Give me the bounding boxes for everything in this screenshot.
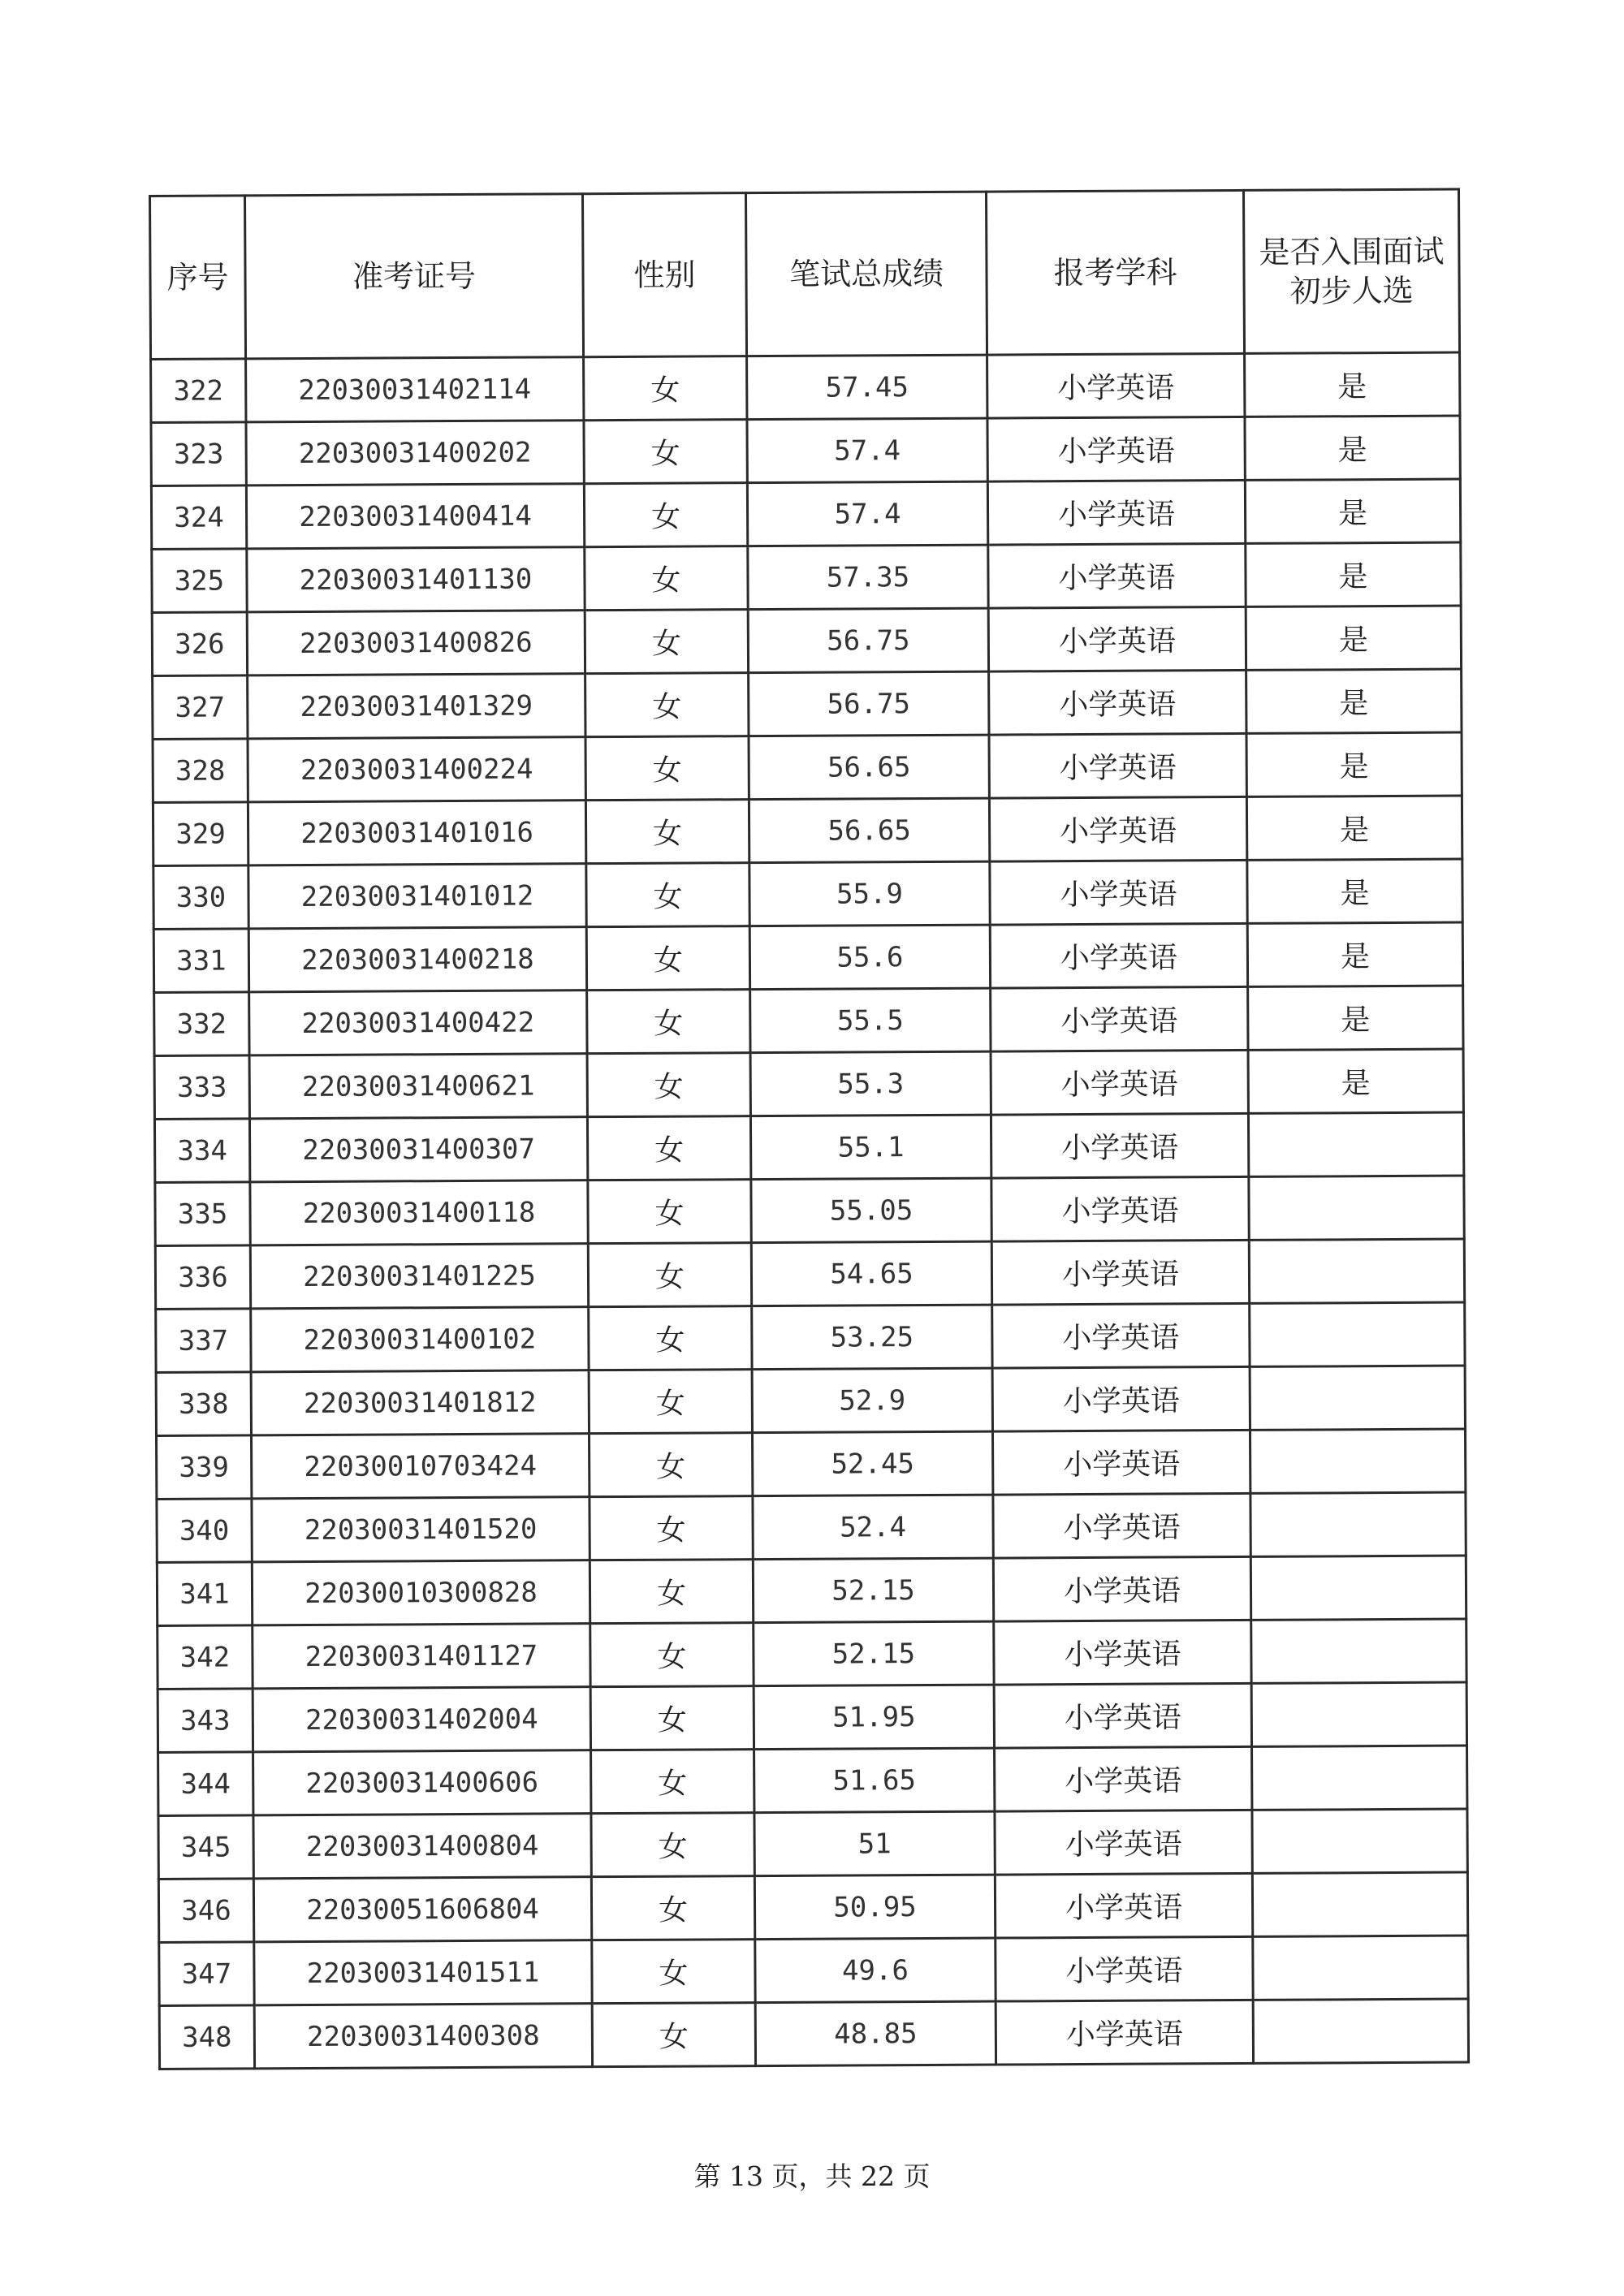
table-row	[159, 1999, 1468, 2069]
header-gender: 性别	[583, 193, 747, 357]
cell-written-score: 57.4	[747, 418, 987, 483]
table-row	[155, 1239, 1464, 1309]
cell-written-score: 48.85	[755, 2001, 996, 2066]
cell-serial: 345	[158, 1815, 253, 1880]
table-row	[158, 1682, 1466, 1752]
cell-written-score: 50.95	[754, 1875, 995, 1940]
cell-subject: 小学英语	[995, 1873, 1252, 1938]
cell-interview-shortlist	[1252, 1872, 1467, 1936]
cell-serial: 329	[153, 802, 248, 866]
table-row	[153, 859, 1462, 929]
cell-subject: 小学英语	[994, 1620, 1251, 1685]
cell-interview-shortlist	[1252, 1809, 1467, 1873]
cell-serial: 338	[156, 1372, 251, 1436]
cell-admission-number: 22030031400102	[251, 1307, 589, 1372]
cell-gender: 女	[590, 1560, 753, 1624]
cell-admission-number: 22030031401012	[248, 864, 586, 929]
table-row	[153, 796, 1462, 865]
cell-admission-number: 22030031401127	[253, 1624, 590, 1689]
cell-subject: 小学英语	[987, 480, 1245, 545]
cell-interview-shortlist: 是	[1246, 669, 1462, 733]
cell-interview-shortlist	[1250, 1429, 1465, 1493]
cell-serial: 326	[152, 612, 247, 676]
cell-interview-shortlist: 是	[1245, 416, 1460, 480]
cell-gender: 女	[587, 990, 750, 1054]
cell-serial: 330	[153, 865, 248, 930]
cell-written-score: 53.25	[752, 1305, 992, 1370]
cell-interview-shortlist: 是	[1247, 859, 1462, 923]
cell-written-score: 55.1	[750, 1115, 991, 1180]
cell-subject: 小学英语	[991, 1113, 1248, 1178]
cell-subject: 小学英语	[988, 543, 1246, 608]
cell-written-score: 51.65	[754, 1748, 995, 1813]
cell-serial: 346	[158, 1879, 253, 1943]
cell-gender: 女	[589, 1433, 752, 1497]
cell-gender: 女	[585, 610, 748, 674]
cell-interview-shortlist: 是	[1246, 542, 1461, 606]
cell-subject: 小学英语	[988, 606, 1246, 671]
table-row	[151, 479, 1460, 549]
cell-serial: 335	[155, 1182, 250, 1246]
header-written-score: 笔试总成绩	[745, 192, 987, 356]
cell-subject: 小学英语	[995, 1746, 1252, 1811]
cell-subject: 小学英语	[992, 1366, 1250, 1431]
cell-admission-number: 22030031400218	[248, 927, 586, 992]
cell-serial: 339	[157, 1435, 252, 1500]
cell-serial: 328	[153, 739, 248, 803]
cell-serial: 341	[157, 1562, 252, 1626]
table-row	[157, 1492, 1466, 1562]
cell-admission-number: 22030051606804	[253, 1877, 591, 1942]
cell-interview-shortlist	[1249, 1176, 1464, 1240]
table-row	[157, 1429, 1466, 1499]
cell-interview-shortlist: 是	[1246, 606, 1461, 670]
cell-admission-number: 22030031400224	[248, 737, 585, 802]
cell-interview-shortlist: 是	[1245, 352, 1460, 416]
cell-admission-number: 22030031401016	[248, 801, 585, 865]
cell-admission-number: 22030031400202	[246, 421, 584, 486]
cell-written-score: 52.45	[752, 1431, 992, 1496]
cell-admission-number: 22030031400414	[246, 484, 584, 549]
cell-written-score: 55.6	[749, 925, 990, 990]
cell-written-score: 49.6	[755, 1938, 996, 2003]
cell-admission-number: 22030031401225	[250, 1244, 588, 1309]
cell-gender: 女	[585, 736, 749, 801]
cell-gender: 女	[588, 1180, 751, 1244]
table-row	[156, 1302, 1465, 1372]
cell-interview-shortlist	[1251, 1682, 1466, 1746]
cell-admission-number: 22030031400118	[250, 1180, 588, 1245]
cell-serial: 327	[153, 675, 248, 740]
cell-subject: 小学英语	[994, 1683, 1251, 1748]
cell-gender: 女	[592, 1940, 755, 2004]
cell-gender: 女	[587, 1053, 750, 1117]
cell-admission-number: 22030010300828	[252, 1560, 590, 1625]
cell-gender: 女	[584, 356, 747, 421]
cell-admission-number: 22030010703424	[252, 1434, 590, 1499]
table-row	[154, 1112, 1463, 1182]
cell-serial: 325	[152, 549, 247, 613]
cell-subject: 小学英语	[989, 733, 1246, 798]
cell-gender: 女	[590, 1686, 754, 1750]
cell-interview-shortlist: 是	[1246, 732, 1462, 796]
cell-gender: 女	[588, 1243, 751, 1307]
cell-interview-shortlist	[1253, 1936, 1468, 2000]
cell-serial: 347	[159, 1942, 254, 2006]
cell-written-score: 56.75	[749, 671, 989, 736]
cell-serial: 331	[153, 929, 248, 993]
cell-written-score: 51.95	[754, 1685, 994, 1750]
cell-subject: 小学英语	[996, 1936, 1253, 2001]
table-row	[158, 1619, 1466, 1689]
cell-written-score: 57.35	[748, 545, 988, 610]
header-admission-number: 准考证号	[245, 194, 584, 359]
header-subject: 报考学科	[986, 190, 1244, 355]
table-row	[151, 416, 1460, 486]
header-interview-shortlist: 是否入围面试初步人选	[1243, 189, 1459, 353]
cell-serial: 343	[158, 1689, 253, 1753]
cell-admission-number: 22030031400621	[249, 1054, 587, 1119]
cell-subject: 小学英语	[995, 1810, 1252, 1875]
cell-written-score: 51	[754, 1811, 995, 1876]
cell-admission-number: 22030031401511	[254, 1940, 592, 2005]
table-row	[154, 986, 1463, 1055]
cell-interview-shortlist	[1248, 1112, 1463, 1176]
cell-subject: 小学英语	[991, 986, 1248, 1051]
cell-admission-number: 22030031401130	[247, 547, 585, 612]
cell-serial: 344	[158, 1752, 253, 1816]
score-table	[149, 188, 1470, 2070]
cell-serial: 340	[157, 1499, 252, 1563]
cell-written-score: 57.4	[747, 481, 987, 546]
cell-admission-number: 22030031400307	[249, 1117, 587, 1182]
cell-gender: 女	[589, 1306, 752, 1370]
cell-written-score: 55.3	[750, 1051, 991, 1116]
cell-written-score: 52.15	[754, 1621, 994, 1686]
cell-subject: 小学英语	[991, 1240, 1249, 1305]
cell-subject: 小学英语	[991, 1050, 1248, 1115]
cell-interview-shortlist	[1249, 1239, 1464, 1303]
cell-interview-shortlist: 是	[1248, 1049, 1463, 1113]
cell-subject: 小学英语	[996, 2000, 1253, 2065]
cell-admission-number: 22030031401520	[252, 1497, 590, 1562]
cell-written-score: 52.15	[753, 1558, 993, 1623]
cell-interview-shortlist: 是	[1246, 796, 1462, 860]
table-row	[154, 1049, 1463, 1119]
cell-gender: 女	[585, 673, 749, 737]
cell-admission-number: 22030031400826	[247, 611, 585, 675]
cell-gender: 女	[585, 546, 748, 611]
cell-gender: 女	[589, 1370, 752, 1434]
table-header-row	[150, 189, 1460, 359]
cell-subject: 小学英语	[993, 1556, 1250, 1621]
cell-written-score: 56.75	[748, 608, 988, 673]
cell-written-score: 55.5	[750, 988, 991, 1053]
cell-subject: 小学英语	[990, 860, 1247, 925]
cell-admission-number: 22030031402114	[246, 357, 584, 422]
cell-admission-number: 22030031400804	[253, 1814, 591, 1879]
cell-interview-shortlist	[1253, 1999, 1468, 2063]
cell-serial: 348	[159, 2005, 254, 2069]
cell-written-score: 55.9	[749, 861, 990, 926]
table-row	[151, 352, 1460, 422]
table-row	[155, 1176, 1464, 1245]
table-row	[158, 1746, 1467, 1815]
cell-gender: 女	[584, 483, 747, 547]
table-row	[152, 606, 1461, 675]
cell-serial: 322	[151, 359, 246, 423]
table-row	[153, 669, 1462, 739]
cell-serial: 336	[155, 1245, 250, 1310]
header-serial: 序号	[150, 196, 246, 360]
table-row	[153, 732, 1462, 802]
cell-serial: 334	[154, 1119, 249, 1183]
cell-subject: 小学英语	[993, 1493, 1250, 1558]
page-footer: 第 13 页，共 22 页	[693, 2160, 931, 2192]
cell-subject: 小学英语	[989, 670, 1246, 735]
cell-subject: 小学英语	[992, 1430, 1250, 1495]
cell-gender: 女	[584, 420, 747, 484]
table-body	[151, 352, 1469, 2069]
cell-interview-shortlist: 是	[1247, 922, 1462, 986]
cell-subject: 小学英语	[987, 353, 1245, 418]
cell-serial: 332	[154, 992, 249, 1056]
cell-gender: 女	[587, 1116, 750, 1180]
cell-admission-number: 22030031400422	[249, 990, 587, 1055]
cell-written-score: 57.45	[747, 355, 987, 420]
cell-subject: 小学英语	[992, 1303, 1250, 1368]
cell-gender: 女	[590, 1496, 753, 1560]
cell-subject: 小学英语	[991, 1176, 1249, 1241]
cell-written-score: 54.65	[751, 1241, 991, 1306]
cell-gender: 女	[586, 863, 749, 927]
table-row	[153, 922, 1462, 992]
cell-interview-shortlist	[1250, 1556, 1466, 1620]
table-row	[158, 1872, 1467, 1942]
cell-subject: 小学英语	[987, 416, 1245, 481]
cell-admission-number: 22030031401329	[248, 674, 585, 739]
cell-gender: 女	[591, 1750, 754, 1814]
table-row	[158, 1809, 1467, 1879]
cell-serial: 324	[151, 486, 246, 550]
cell-gender: 女	[592, 2003, 755, 2067]
cell-interview-shortlist	[1250, 1366, 1465, 1430]
cell-interview-shortlist	[1251, 1619, 1466, 1683]
cell-interview-shortlist	[1250, 1302, 1465, 1366]
table-row	[156, 1366, 1465, 1435]
cell-gender: 女	[585, 800, 749, 864]
table-row	[152, 542, 1461, 612]
cell-interview-shortlist: 是	[1245, 479, 1460, 543]
cell-written-score: 56.65	[749, 798, 989, 863]
cell-written-score: 52.4	[753, 1495, 993, 1560]
table-row	[159, 1936, 1468, 2005]
cell-written-score: 55.05	[751, 1178, 991, 1243]
cell-serial: 337	[156, 1309, 251, 1373]
cell-admission-number: 22030031401812	[251, 1370, 589, 1435]
cell-serial: 323	[151, 422, 246, 486]
cell-admission-number: 22030031400308	[254, 2004, 592, 2069]
table-row	[157, 1556, 1466, 1625]
cell-interview-shortlist	[1250, 1492, 1466, 1556]
cell-admission-number: 22030031400606	[253, 1750, 591, 1815]
cell-admission-number: 22030031402004	[253, 1687, 590, 1752]
cell-gender: 女	[591, 1813, 754, 1877]
cell-subject: 小学英语	[989, 796, 1246, 861]
cell-serial: 342	[158, 1625, 253, 1690]
cell-gender: 女	[590, 1623, 754, 1687]
cell-gender: 女	[586, 926, 749, 990]
cell-written-score: 56.65	[749, 735, 989, 800]
cell-subject: 小学英语	[990, 923, 1247, 988]
cell-gender: 女	[591, 1876, 754, 1940]
cell-interview-shortlist: 是	[1248, 986, 1463, 1050]
cell-serial: 333	[154, 1055, 249, 1120]
cell-interview-shortlist	[1252, 1746, 1467, 1810]
cell-written-score: 52.9	[752, 1368, 992, 1433]
